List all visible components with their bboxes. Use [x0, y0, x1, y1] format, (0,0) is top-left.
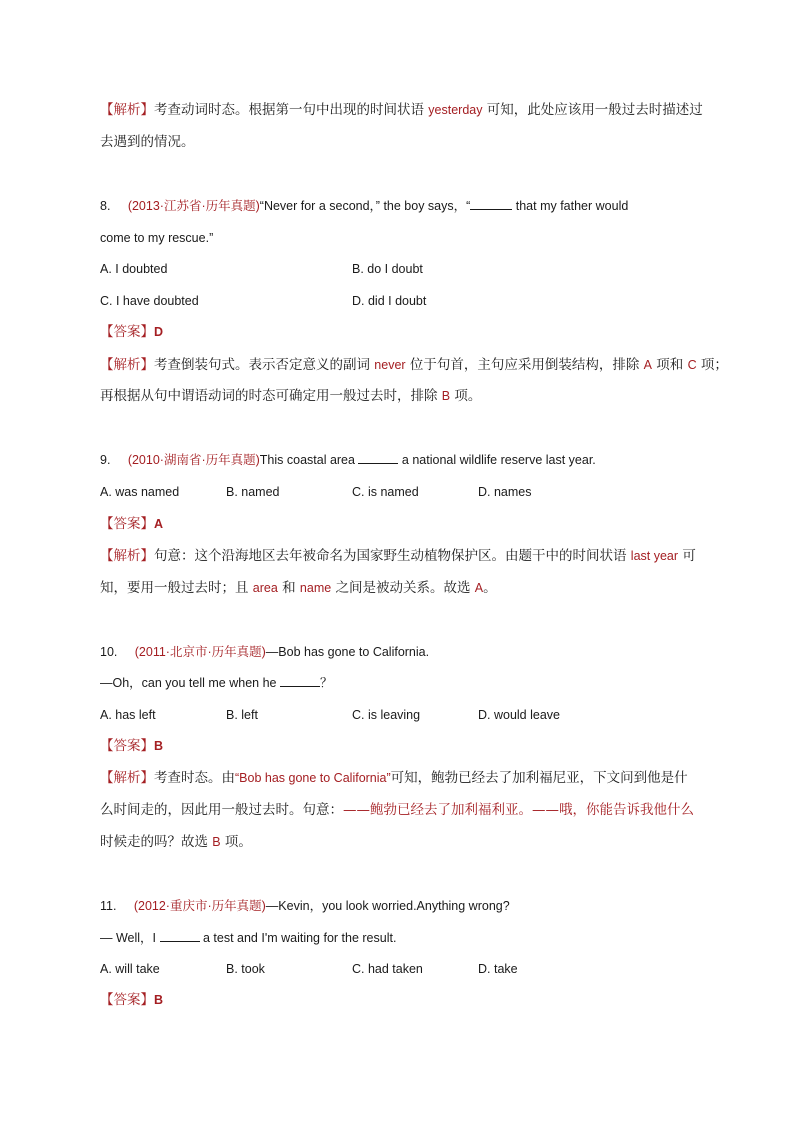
explanation-keyword: area: [252, 581, 278, 595]
explanation-text: 可知，鲍勃已经去了加利福尼亚，下文问到他是什: [390, 770, 688, 786]
question-stem: ？: [319, 676, 333, 690]
answer-value: B: [154, 993, 164, 1007]
explanation-text: 考查时态。由: [154, 770, 235, 786]
explanation-text: 么时间走的，因此用一般过去时。句意：: [100, 802, 343, 818]
q11-stem-line2: [100, 928, 396, 948]
explanation-text: 项。: [450, 388, 482, 404]
explanation-text: 。: [483, 580, 497, 596]
answer-value: B: [154, 739, 164, 753]
q10-explanation-line1: [100, 768, 688, 788]
question-stem: that my father would: [512, 199, 629, 213]
explanation-tag: 【解析】: [100, 548, 154, 564]
explanation-keyword: ——鲍勃已经去了加利福利亚。——哦，你能告诉我他什么: [343, 802, 694, 818]
explanation-keyword: A: [474, 581, 484, 595]
option-b: B. took: [226, 962, 265, 976]
answer-blank: [358, 451, 398, 464]
q10-stem-line1: [100, 642, 429, 662]
explanation-keyword: B: [212, 835, 221, 849]
q8-stem-line1: [100, 196, 628, 216]
option-b: B. left: [226, 708, 258, 722]
answer-tag: 【答案】: [100, 324, 154, 340]
q10-stem-line2: [100, 673, 332, 693]
explanation-text: 可知，此处应该用一般过去时描述过: [482, 102, 703, 118]
question-number: 11.: [100, 899, 117, 913]
explanation-keyword: “Bob has gone to California”: [235, 771, 391, 785]
option-c: C. is named: [352, 485, 419, 499]
option-d: D. would leave: [478, 708, 560, 722]
answer-tag: 【答案】: [100, 516, 154, 532]
q8-explanation-line2: [100, 386, 481, 406]
option-d: D. names: [478, 485, 532, 499]
explanation-text: 项；: [696, 357, 728, 373]
answer-blank: [160, 929, 200, 942]
answer-value: D: [154, 325, 164, 339]
question-source: (2011·北京市·历年真题): [134, 645, 266, 659]
option-a: A. I doubted: [100, 262, 168, 276]
explanation-tag: 【解析】: [100, 102, 154, 118]
answer-blank: [470, 197, 512, 210]
q8-answer: [100, 322, 163, 342]
explanation-keyword: yesterday: [428, 103, 483, 117]
question-source: (2010·湖南省·历年真题): [127, 453, 260, 467]
question-stem: — Well，I: [100, 931, 160, 945]
q11-stem-line1: [100, 896, 510, 916]
option-a: A. will take: [100, 962, 160, 976]
q10-answer: [100, 736, 163, 756]
explanation-text: 再根据从句中谓语动词的时态可确定用一般过去时，排除: [100, 388, 442, 404]
explanation-text: 考查倒装句式。表示否定意义的副词: [154, 357, 375, 373]
explanation-text: 句意：这个沿海地区去年被命名为国家野生动植物保护区。由题干中的时间状语: [154, 548, 631, 564]
question-stem: a national wildlife reserve last year.: [398, 453, 596, 467]
explanation-text: 知，要用一般过去时；且: [100, 580, 253, 596]
question-stem: come to my rescue.”: [100, 231, 214, 245]
explanation-tag: 【解析】: [100, 357, 154, 373]
explanation-text: 时候走的吗？故选: [100, 834, 213, 850]
answer-tag: 【答案】: [100, 992, 154, 1008]
q11-answer: [100, 990, 163, 1010]
explanation-keyword: C: [687, 358, 697, 372]
option-d: D. did I doubt: [352, 294, 427, 308]
question-stem: This coastal area: [259, 453, 359, 467]
q8-explanation-line1: [100, 355, 728, 375]
question-stem: —Bob has gone to California.: [265, 645, 430, 659]
option-a: A. has left: [100, 708, 156, 722]
q10-explanation-line2: [100, 800, 694, 820]
explanation-text: 和: [277, 580, 300, 596]
explanation-keyword: last year: [630, 549, 679, 563]
question-stem: a test and I'm waiting for the result.: [199, 931, 397, 945]
question-source: (2012·重庆市·历年真题): [133, 899, 266, 913]
explanation-keyword: never: [374, 358, 406, 372]
q9-stem-line1: [100, 450, 596, 470]
option-d: D. take: [478, 962, 518, 976]
question-number: 8.: [100, 199, 111, 213]
explanation-keyword: name: [299, 581, 332, 595]
q7-explanation-line1: [100, 100, 703, 120]
explanation-keyword: A: [643, 358, 653, 372]
explanation-text: 位于句首，主句应采用倒装结构，排除: [405, 357, 644, 373]
explanation-text: 项和: [652, 357, 688, 373]
q9-explanation-line1: [100, 546, 696, 566]
question-number: 9.: [100, 453, 111, 467]
explanation-keyword: B: [441, 389, 451, 403]
question-stem: —Oh，can you tell me when he: [100, 676, 280, 690]
explanation-text: 之间是被动关系。故选: [331, 580, 475, 596]
q8-stem-line2: [100, 228, 213, 248]
q9-explanation-line2: [100, 578, 497, 598]
option-b: B. do I doubt: [352, 262, 423, 276]
question-source: (2013·江苏省·历年真题): [127, 199, 260, 213]
option-c: C. I have doubted: [100, 294, 199, 308]
option-c: C. is leaving: [352, 708, 421, 722]
q7-explanation-line2: [100, 132, 195, 152]
option-b: B. named: [226, 485, 280, 499]
question-stem: “Never for a second，” the boy says，“: [259, 199, 471, 213]
question-stem: —Kevin，you look worried.Anything wrong?: [265, 899, 510, 913]
q10-explanation-line3: [100, 832, 252, 852]
answer-value: A: [154, 517, 164, 531]
q9-answer: [100, 514, 163, 534]
answer-tag: 【答案】: [100, 738, 154, 754]
answer-blank: [280, 674, 320, 687]
option-a: A. was named: [100, 485, 180, 499]
explanation-text: 可: [678, 548, 696, 564]
explanation-text: 去遇到的情况。: [100, 134, 195, 150]
explanation-tag: 【解析】: [100, 770, 154, 786]
explanation-text: 考查动词时态。根据第一句中出现的时间状语: [154, 102, 429, 118]
explanation-text: 项。: [220, 834, 252, 850]
option-c: C. had taken: [352, 962, 423, 976]
question-number: 10.: [100, 645, 118, 659]
